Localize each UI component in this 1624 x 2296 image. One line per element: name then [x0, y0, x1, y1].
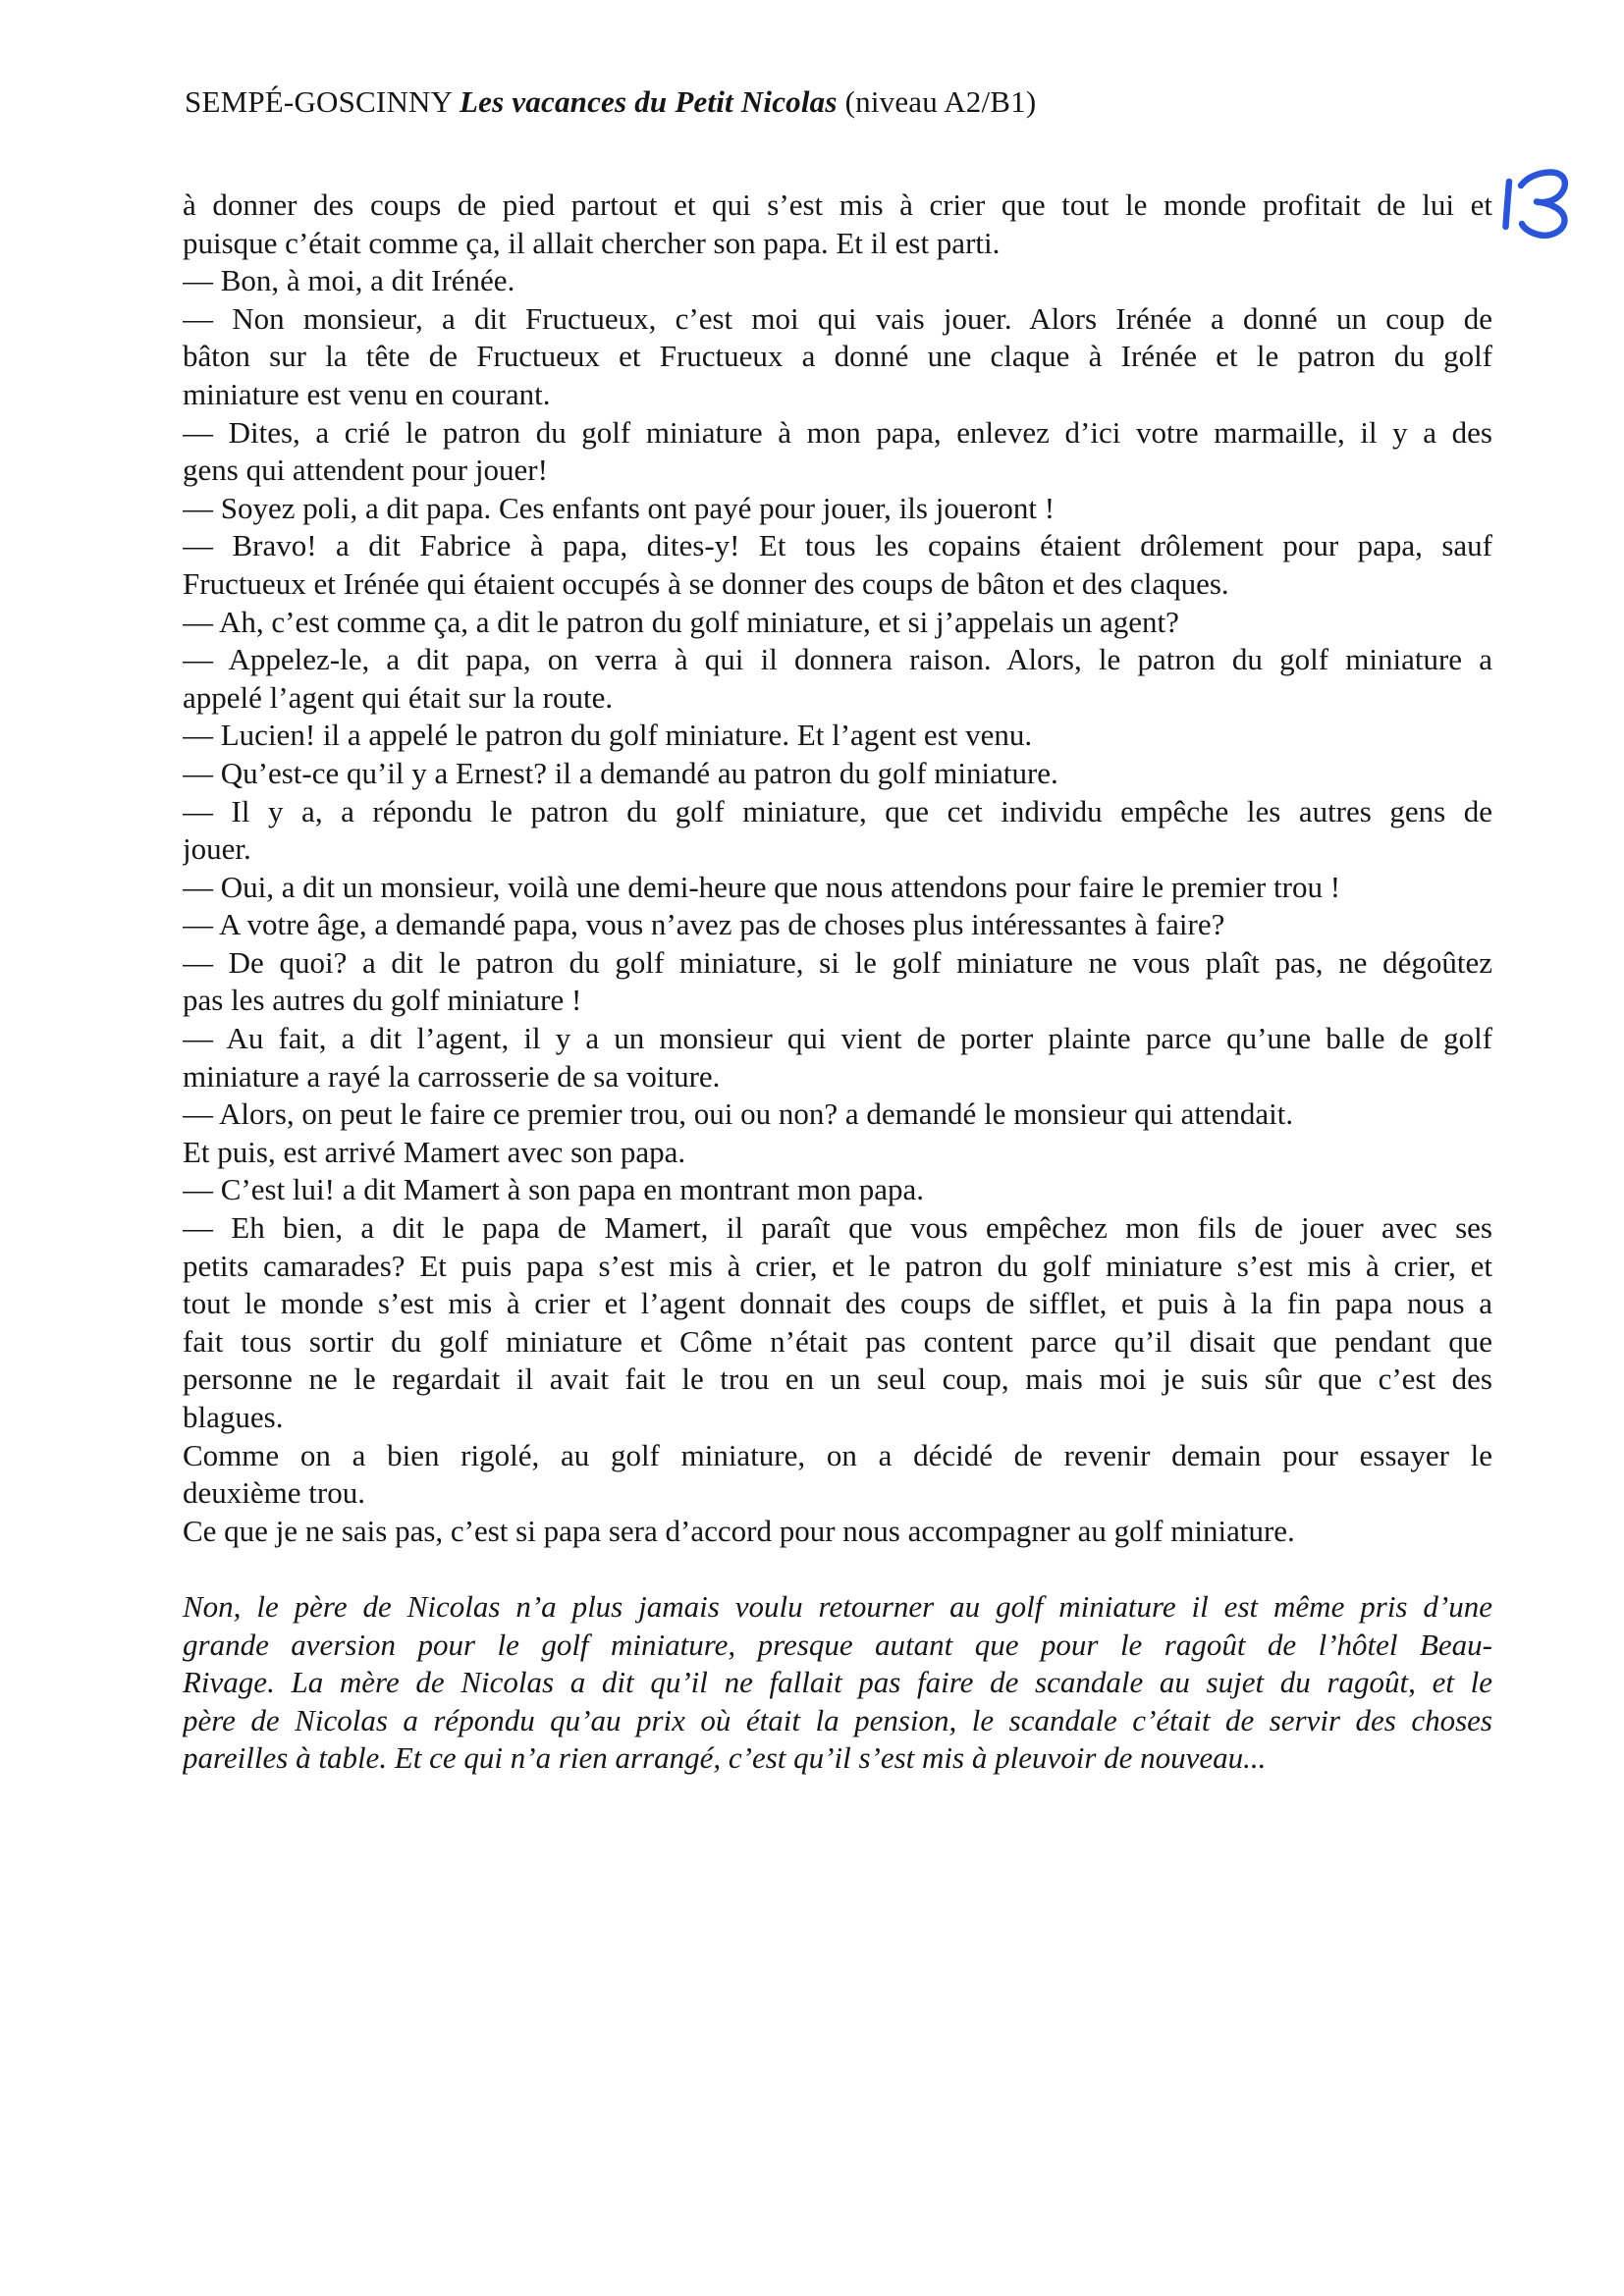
text-line: — Bon, à moi, a dit Irénée. [183, 263, 515, 298]
header-level: (niveau A2/B1) [844, 84, 1037, 119]
digit-three-stroke [1521, 172, 1565, 235]
paragraph [183, 300, 1492, 414]
paragraph [183, 869, 1492, 907]
paragraph [183, 1437, 1492, 1513]
text-line: petits camarades? Et puis papa s’est mis à crier, et le patron du golf miniature s’est mis à crier, et [183, 1248, 1492, 1283]
text-line: — Lucien! il a appelé le patron du golf miniature. Et l’agent est venu. [183, 718, 1033, 753]
text-line: pas les autres du golf miniature ! [183, 983, 582, 1018]
header-author: SEMPÉ-GOSCINNY [185, 84, 453, 119]
text-line: — Ah, c’est comme ça, a dit le patron du golf miniature, et si j’appelais un agent? [183, 604, 1179, 639]
paragraph [183, 262, 1492, 300]
text-line: — Qu’est-ce qu’il y a Ernest? il a demandé au patron du golf miniature. [183, 755, 1058, 790]
text-line: — Bravo! a dit Fabrice à papa, dites-y! Et tous les copains étaient drôlement pour papa, sauf [183, 528, 1492, 563]
paragraph [183, 1134, 1492, 1172]
text-line: — Il y a, a répondu le patron du golf miniature, que cet individu empêche les autres gens de [183, 793, 1492, 828]
text-line: père de Nicolas a répondu qu’au prix où était la pension, le scandale c’était de servir des choses [183, 1702, 1492, 1737]
text-line: — Au fait, a dit l’agent, il y a un monsieur qui vient de porter plainte parce qu’une balle de golf [183, 1021, 1492, 1056]
text-line: Rivage. La mère de Nicolas a dit qu’il ne fallait pas faire de scandale au sujet du ragoût, et le [183, 1665, 1492, 1700]
header-book-title: Les vacances du Petit Nicolas [460, 84, 838, 119]
text-line: Comme on a bien rigolé, au golf miniature, on a décidé de revenir demain pour essayer le [183, 1437, 1492, 1472]
text-line: — De quoi? a dit le patron du golf miniature, si le golf miniature ne vous plaît pas, ne dégoûtez [183, 944, 1492, 980]
handwritten-page-number-13 [1494, 157, 1589, 251]
text-line: personne ne le regardait il avait fait le trou en un seul coup, mais moi je suis sûr que c’est des [183, 1362, 1492, 1397]
text-line: deuxième trou. [183, 1475, 365, 1511]
text-line: — C’est lui! a dit Mamert à son papa en montrant mon papa. [183, 1172, 925, 1207]
paragraph [183, 793, 1492, 869]
text-line: jouer. [183, 831, 251, 867]
text-line: grande aversion pour le golf miniature, presque autant que pour le ragoût de l’hôtel Beau- [183, 1627, 1492, 1662]
text-line: — Non monsieur, a dit Fructueux, c’est moi qui vais jouer. Alors Irénée a donné un coup de [183, 300, 1492, 336]
text-line: puisque c’était comme ça, il allait chercher son papa. Et il est parti. [183, 225, 1001, 260]
paragraph [183, 1209, 1492, 1437]
text-line: à donner des coups de pied partout et qui s’est mis à crier que tout le monde profitait de lui et [183, 187, 1492, 222]
paragraph [183, 717, 1492, 755]
paragraph [183, 1020, 1492, 1095]
paragraph [183, 527, 1492, 603]
paragraph [183, 906, 1492, 944]
paragraph [183, 1588, 1492, 1778]
text-line: miniature est venu en courant. [183, 376, 551, 411]
text-line: appelé l’agent qui était sur la route. [183, 679, 614, 715]
text-line: bâton sur la tête de Fructueux et Fructueux a donné une claque à Irénée et le patron du golf [183, 339, 1492, 374]
paragraph [183, 490, 1492, 528]
paragraph [183, 641, 1492, 717]
page-header [185, 84, 1036, 120]
paragraph [183, 1513, 1492, 1551]
text-line: — Dites, a crié le patron du golf miniature à mon papa, enlevez d’ici votre marmaille, il y a des [183, 414, 1492, 450]
text-line: Fructueux et Irénée qui étaient occupés à se donner des coups de bâton et des claques. [183, 565, 1229, 601]
text-line: fait tous sortir du golf miniature et Côme n’était pas content parce qu’il disait que pendant que [183, 1323, 1492, 1359]
text-line: pareilles à table. Et ce qui n’a rien arrangé, c’est qu’il s’est mis à pleuvoir de nouveau... [183, 1740, 1267, 1776]
digit-one-stroke [1506, 182, 1510, 227]
text-line: — Appelez-le, a dit papa, on verra à qui il donnera raison. Alors, le patron du golf miniature a [183, 642, 1492, 677]
paragraph [183, 414, 1492, 490]
text-line: — Oui, a dit un monsieur, voilà une demi-heure que nous attendons pour faire le premier trou ! [183, 869, 1341, 904]
text-line: Et puis, est arrivé Mamert avec son papa. [183, 1134, 686, 1169]
text-line: Ce que je ne sais pas, c’est si papa sera d’accord pour nous accompagner au golf miniature. [183, 1513, 1295, 1548]
document-body [183, 187, 1492, 1778]
paragraph [183, 187, 1492, 262]
text-line: — Alors, on peut le faire ce premier trou, oui ou non? a demandé le monsieur qui attendait. [183, 1096, 1294, 1132]
text-line: Non, le père de Nicolas n’a plus jamais voulu retourner au golf miniature il est même pris d’une [183, 1588, 1492, 1624]
paragraph [183, 755, 1492, 793]
paragraph [183, 1095, 1492, 1134]
text-line: blagues. [183, 1400, 284, 1434]
text-line: — Eh bien, a dit le papa de Mamert, il paraît que vous empêchez mon fils de jouer avec ses [183, 1210, 1492, 1246]
text-line: — Soyez poli, a dit papa. Ces enfants ont payé pour jouer, ils joueront ! [183, 490, 1056, 525]
text-line: gens qui attendent pour jouer! [183, 453, 548, 488]
text-line: miniature a rayé la carrosserie de sa voiture. [183, 1058, 721, 1094]
text-line: tout le monde s’est mis à crier et l’agent donnait des coups de sifflet, et puis à la fin papa nous a [183, 1286, 1492, 1321]
text-line: — A votre âge, a demandé papa, vous n’avez pas de choses plus intéressantes à faire? [183, 907, 1225, 942]
paragraph [183, 604, 1492, 642]
paragraph [183, 944, 1492, 1020]
paragraph [183, 1171, 1492, 1209]
